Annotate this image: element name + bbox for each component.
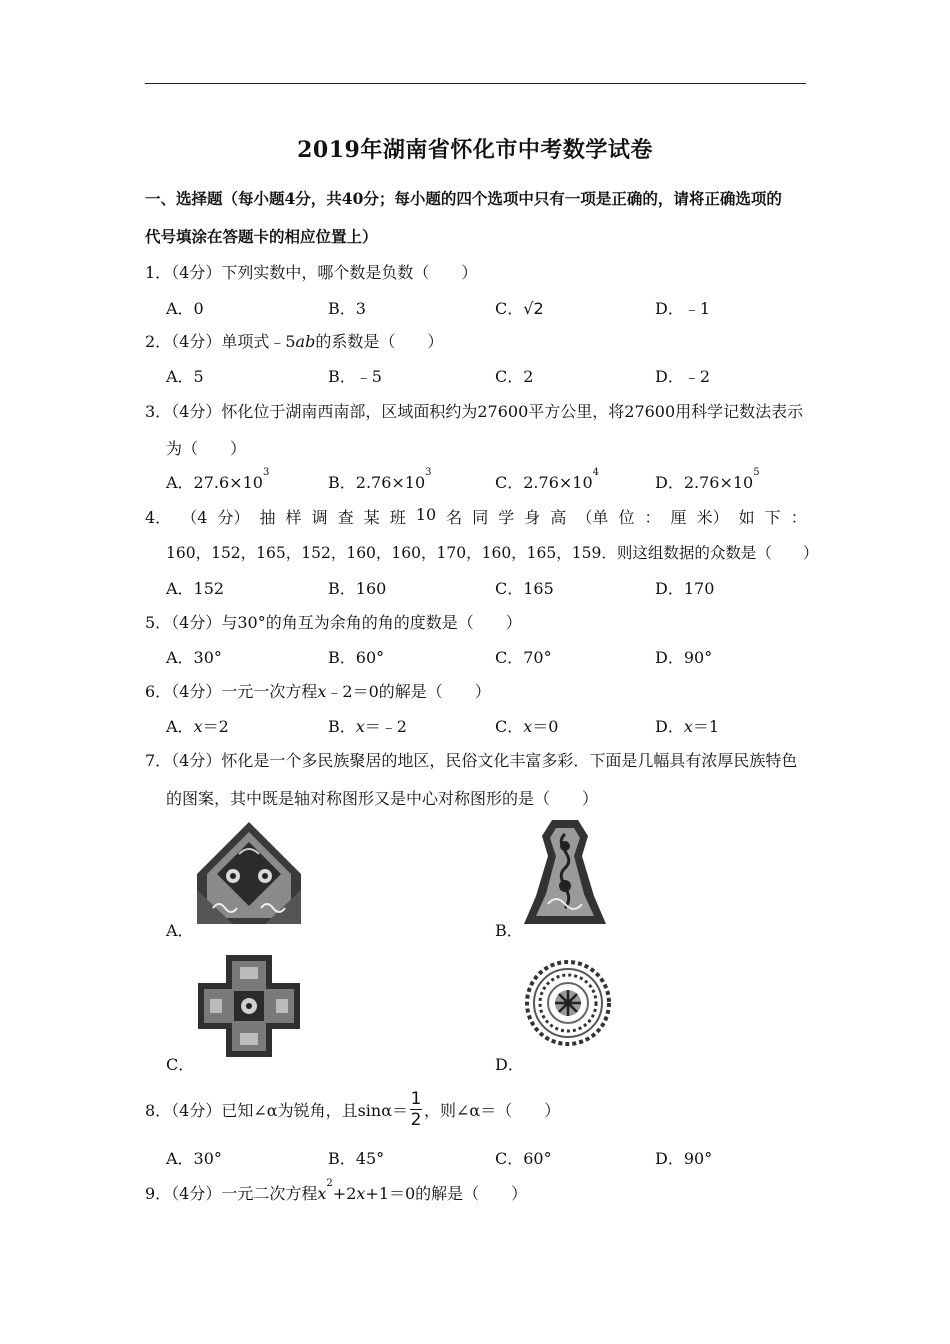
figure-a-label: A． — [166, 921, 194, 940]
q4-part: 高 — [550, 508, 567, 527]
q4-part: 厘 — [670, 508, 687, 527]
q5-option-c: C．70° — [495, 648, 552, 667]
question-6-stem — [145, 679, 807, 702]
q6-c-var: x — [523, 717, 533, 736]
q4-part: 位 — [618, 508, 635, 527]
q1-option-c — [495, 296, 544, 319]
figure-b-pattern — [522, 816, 608, 928]
q4-part: ： — [790, 508, 807, 527]
q8-option-d: D．90° — [655, 1149, 713, 1168]
q1-option-a: A．0 — [166, 299, 204, 318]
q3-option-a-base: A．27.6×10 — [166, 473, 263, 492]
question-1-options — [166, 296, 806, 318]
figure-d-pattern — [525, 960, 611, 1046]
question-9-stem — [145, 1178, 807, 1204]
q6-option-a — [166, 714, 229, 737]
question-2-options — [166, 364, 806, 386]
fraction-denominator: 2 — [410, 1109, 422, 1130]
q9-stem-post: +1＝0的解是（ ） — [365, 1184, 528, 1203]
figure-a-pattern — [193, 820, 305, 926]
section-heading-line1: 一、选择题（每小题4分，共40分；每小题的四个选项中只有一项是正确的，请将正确选项的 — [145, 189, 782, 208]
q4-part: 身 — [524, 508, 541, 527]
figure-c-label: C． — [166, 1055, 195, 1074]
q4-part: 下 — [764, 508, 781, 527]
q5-option-a: A．30° — [166, 648, 222, 667]
q4-part: 分） — [217, 508, 250, 527]
q6-c-post: ＝0 — [532, 717, 559, 736]
header-rule — [145, 83, 806, 84]
page-title: 2019年湖南省怀化市中考数学试卷 — [297, 137, 653, 163]
q4-part: 调 — [311, 508, 328, 527]
q3-option-d — [655, 467, 760, 493]
q2-option-b: B．﹣5 — [328, 367, 382, 386]
q3-option-c — [495, 467, 600, 493]
figure-d-label: D． — [495, 1055, 524, 1074]
q5-option-b: B．60° — [328, 648, 385, 667]
question-7-line2: 的图案，其中既是轴对称图形又是中心对称图形的是（ ） — [166, 789, 599, 808]
question-6-options — [166, 714, 806, 736]
q2-stem-pre: 2．（4分）单项式﹣5 — [145, 332, 296, 351]
figure-b-label: B． — [495, 921, 523, 940]
q4-part: 米） — [696, 508, 729, 527]
q8-stem-post: ，则∠α＝（ ） — [424, 1100, 561, 1120]
q6-variable: x — [317, 682, 327, 701]
q2-variable: ab — [295, 332, 316, 351]
q6-stem-post: ﹣2＝0的解是（ ） — [326, 682, 491, 701]
q3-option-d-base: D．2.76×10 — [655, 473, 754, 492]
q6-a-pre: A． — [166, 717, 194, 736]
q6-a-var: x — [193, 717, 203, 736]
q1-option-c-label: C． — [495, 299, 524, 318]
q4-part: 抽 — [259, 508, 276, 527]
q2-option-c: C．2 — [495, 367, 534, 386]
q6-option-d — [655, 714, 719, 737]
fraction-one-half — [410, 1090, 422, 1129]
q6-option-c — [495, 714, 558, 737]
question-4-line1 — [145, 505, 807, 528]
q4-part: 样 — [285, 508, 302, 527]
q6-b-pre: B． — [328, 717, 356, 736]
question-1-stem: 1．（4分）下列实数中，哪个数是负数（ ） — [145, 263, 478, 282]
question-3-line1: 3．（4分）怀化位于湖南西南部，区域面积约为27600平方公里，将27600用科学记数法表示 — [145, 402, 804, 421]
fraction-numerator: 1 — [410, 1088, 422, 1109]
q6-option-b — [328, 714, 407, 737]
q6-b-post: ＝﹣2 — [364, 717, 407, 736]
q4-part: ： — [644, 508, 661, 527]
q3-option-b-exponent: 3 — [425, 467, 432, 478]
q9-mid: +2 — [332, 1184, 357, 1203]
q9-var-x: x — [317, 1184, 327, 1203]
q3-option-a — [166, 467, 270, 493]
q3-option-b — [328, 467, 432, 493]
q4-part: （4 — [181, 508, 208, 527]
q8-option-c: C．60° — [495, 1149, 552, 1168]
q4-part: 班 — [389, 508, 406, 527]
q6-stem-pre: 6．（4分）一元一次方程 — [145, 682, 318, 701]
q3-option-c-exponent: 4 — [592, 467, 600, 478]
question-4-options — [166, 576, 806, 598]
q2-option-d: D．﹣2 — [655, 367, 711, 386]
q2-stem-post: 的系数是（ ） — [315, 332, 444, 351]
q6-d-pre: D． — [655, 717, 684, 736]
q4-option-b: B．160 — [328, 579, 387, 598]
q3-option-b-base: B．2.76×10 — [328, 473, 426, 492]
question-7-line1: 7．（4分）怀化是一个多民族聚居的地区，民俗文化丰富多彩．下面是几幅具有浓厚民族特色 — [145, 751, 798, 770]
q6-d-post: ＝1 — [692, 717, 720, 736]
q6-d-var: x — [683, 717, 693, 736]
q1-option-b: B．3 — [328, 299, 366, 318]
q4-part: 同 — [472, 508, 489, 527]
q9-exponent: 2 — [326, 1178, 333, 1189]
q4-part: 名 — [446, 508, 463, 527]
q3-option-a-exponent: 3 — [262, 467, 270, 478]
sqrt-symbol: √2 — [523, 299, 544, 318]
section-heading-line2: 代号填涂在答题卡的相应位置上） — [145, 227, 378, 246]
question-4-line2: 160，152，165，152，160，160，170，160，165，159．则这组数据的众数是（ ） — [166, 544, 819, 562]
question-8-stem — [145, 1086, 807, 1132]
figure-c-pattern — [196, 953, 302, 1059]
q3-option-d-exponent: 5 — [753, 467, 760, 478]
q9-stem-pre: 9．（4分）一元二次方程 — [145, 1184, 318, 1203]
q4-part: 如 — [738, 508, 755, 527]
q8-option-a: A．30° — [166, 1149, 222, 1168]
question-3-line2: 为（ ） — [166, 439, 247, 458]
q4-part: （单 — [576, 508, 609, 527]
q1-option-d: D．﹣1 — [655, 299, 711, 318]
question-3-options — [166, 467, 806, 492]
q5-option-d: D．90° — [655, 648, 713, 667]
q9-var-x2: x — [356, 1184, 366, 1203]
q8-option-b: B．45° — [328, 1149, 385, 1168]
q8-stem-pre: 8．（4分）已知∠α为锐角，且sinα＝ — [145, 1100, 409, 1120]
q2-option-a: A．5 — [166, 367, 204, 386]
question-8-options — [166, 1146, 806, 1168]
q4-part: 4． — [145, 508, 172, 527]
q3-option-c-base: C．2.76×10 — [495, 473, 593, 492]
q6-c-pre: C． — [495, 717, 524, 736]
q6-a-post: ＝2 — [202, 717, 229, 736]
q4-part: 某 — [363, 508, 380, 527]
q4-part: 学 — [498, 508, 515, 527]
q4-option-d: D．170 — [655, 579, 715, 598]
question-5-options — [166, 645, 806, 667]
q4-part: 查 — [337, 508, 354, 527]
q6-b-var: x — [355, 717, 365, 736]
question-5-stem: 5．（4分）与30°的角互为余角的角的度数是（ ） — [145, 613, 522, 632]
q4-option-a: A．152 — [166, 579, 225, 598]
q4-option-c: C．165 — [495, 579, 554, 598]
q4-part: 10 — [415, 505, 437, 524]
question-2-stem — [145, 329, 807, 352]
